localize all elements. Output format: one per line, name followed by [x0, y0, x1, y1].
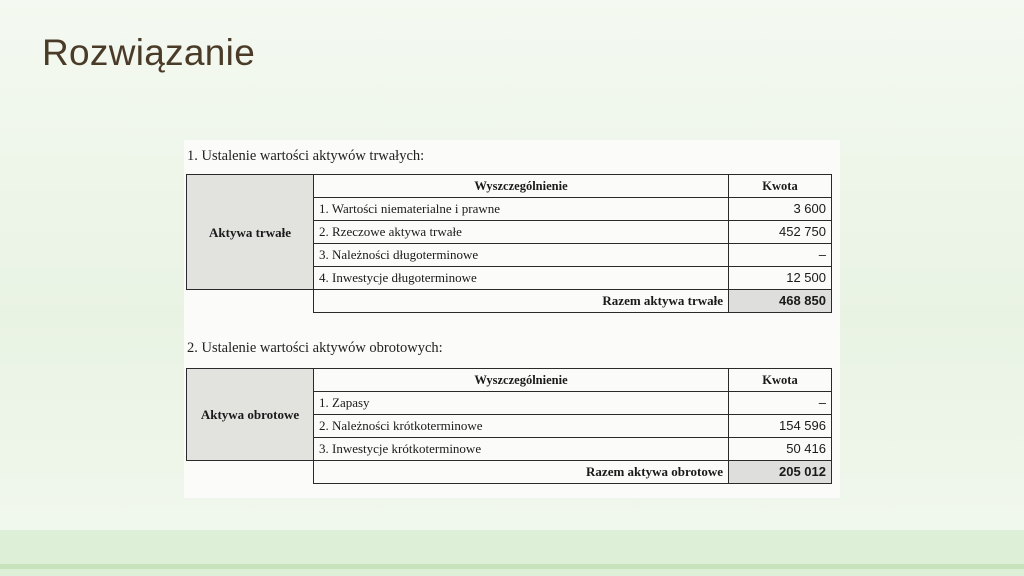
total-label: Razem aktywa obrotowe — [314, 461, 729, 484]
total-amount: 205 012 — [729, 461, 832, 484]
footer-band — [0, 530, 1024, 576]
current-assets-table — [186, 368, 832, 484]
row-item: 1. Wartości niematerialne i prawne — [314, 198, 729, 221]
row-item: 4. Inwestycje długoterminowe — [314, 267, 729, 290]
row-item: 3. Inwestycje krótkoterminowe — [314, 438, 729, 461]
slide-title: Rozwiązanie — [42, 32, 256, 73]
row-amount: – — [729, 244, 832, 267]
row-item: 2. Należności krótkoterminowe — [314, 415, 729, 438]
scanned-table-image — [184, 140, 840, 498]
row-item: 2. Rzeczowe aktywa trwałe — [314, 221, 729, 244]
table-header-row — [187, 369, 832, 392]
header-amount: Kwota — [729, 175, 832, 198]
header-item: Wyszczególnienie — [314, 175, 729, 198]
total-amount: 468 850 — [729, 290, 832, 313]
row-item: 1. Zapasy — [314, 392, 729, 415]
category-cell: Aktywa trwałe — [187, 175, 314, 290]
row-amount: 154 596 — [729, 415, 832, 438]
total-row — [187, 290, 832, 313]
row-amount: – — [729, 392, 832, 415]
row-amount: 3 600 — [729, 198, 832, 221]
fixed-assets-table — [186, 174, 832, 313]
section2-heading: 2. Ustalenie wartości aktywów obrotowych: — [187, 340, 443, 356]
total-label: Razem aktywa trwałe — [314, 290, 729, 313]
row-amount: 12 500 — [729, 267, 832, 290]
footer-stripe — [0, 564, 1024, 569]
row-item: 3. Należności długoterminowe — [314, 244, 729, 267]
header-amount: Kwota — [729, 369, 832, 392]
row-amount: 452 750 — [729, 221, 832, 244]
blank-cell — [187, 290, 314, 313]
category-cell: Aktywa obrotowe — [187, 369, 314, 461]
blank-cell — [187, 461, 314, 484]
row-amount: 50 416 — [729, 438, 832, 461]
table-header-row — [187, 175, 832, 198]
section1-heading: 1. Ustalenie wartości aktywów trwałych: — [187, 148, 425, 164]
total-row — [187, 461, 832, 484]
header-item: Wyszczególnienie — [314, 369, 729, 392]
